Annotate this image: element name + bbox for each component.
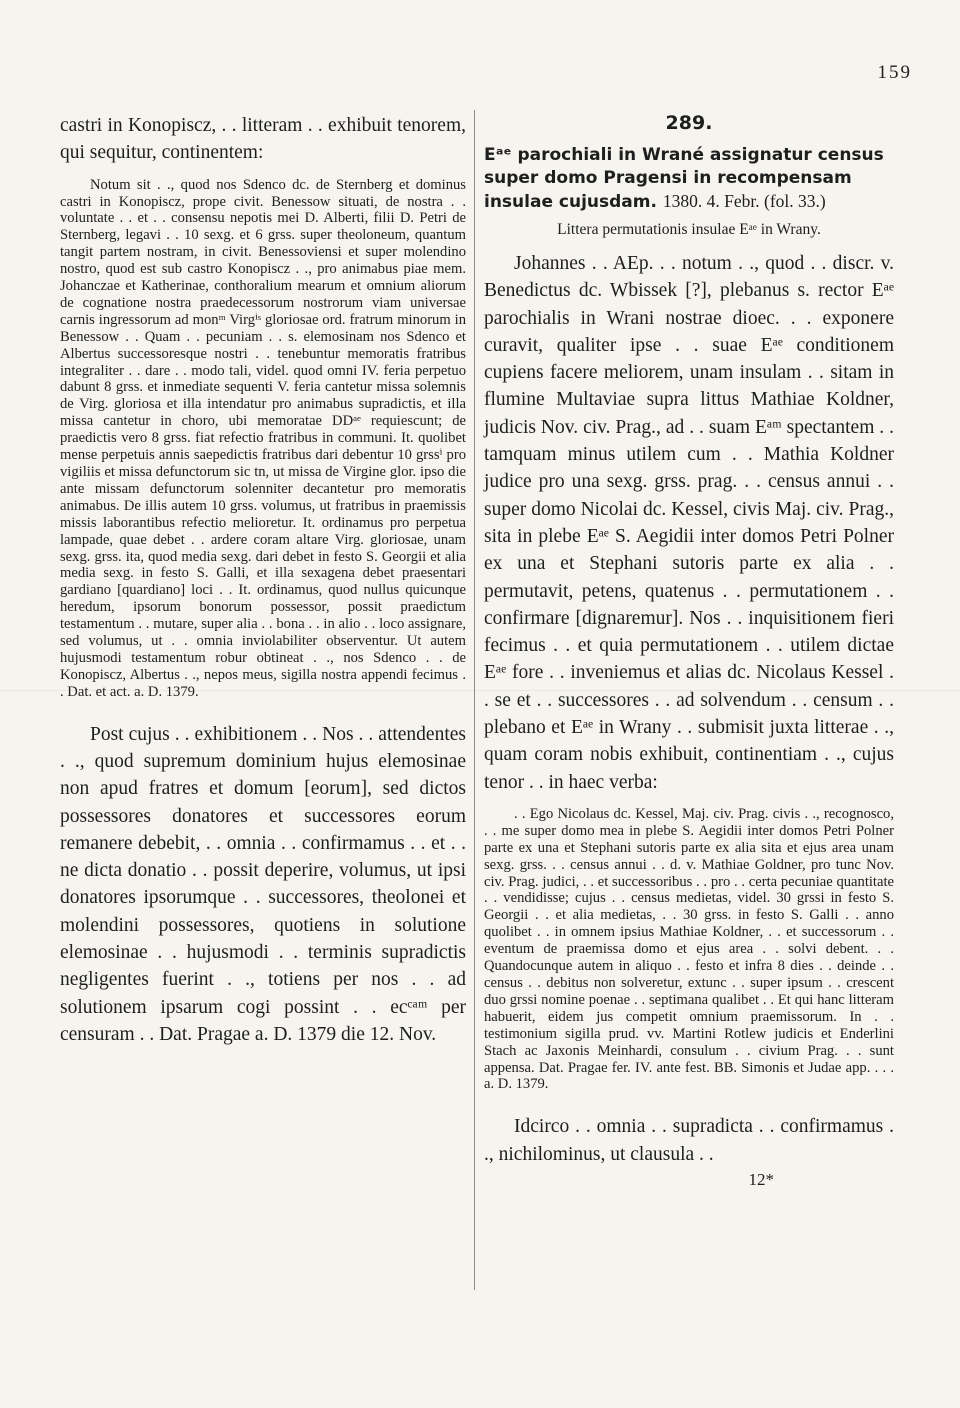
right-body-paragraph: Johannes . . AEp. . . notum . ., quod . . discr. v. Benedictus dc. Wbissek [?], plebanus s. rector Eᵃᵉ parochialis in Wrani nostrae dioec. . . exponere curavit, qualiter ipse . . suae Eᵃᵉ conditionem cupiens facere meliorem, unam insulam . . sitam in flumine Multaviae supra littus Mathiae Koldner, judicis Nov. civ. Prag., ad . . suam Eᵃᵐ spectantem . . tamquam minus utilem cum . . Mathia Koldner judice pro una sexg. grss. prag. . . census annui . . super domo Nicolai dc. Kessel, civis Maj. civ. Prag., sita in plebe Eᵃᵉ S. Aegidii inter domos Petri Polner ex una et Stephani sutoris parte ex alia . . permutavit, petens, quatenus . . permutationem . . confirmare [dignaremur]. Nos . . inquisitionem fieri fecimus . . et quia permutationem . . utilem dictae Eᵃᵉ fore . . inveniemus et alias dc. Nicolaus Kessel . . se et . . successores . . ad solvendum . . censum . . plebano et Eᵃᵉ in Wrany . . submisit juxta litterae . ., quam coram nobis exhibuit, continentiam . ., cujus tenor . . in haec verba: — [484, 253, 894, 793]
document-subtitle: Littera permutationis insulae Eᵃᵉ in Wrany. — [557, 221, 821, 238]
document-title-text: Eᵃᵉ parochiali in Wrané assignatur census super domo Pragensi in recompensam insulae cujusdam. — [484, 145, 884, 212]
document-title — [484, 144, 894, 214]
left-column — [60, 112, 466, 1048]
page-number: 159 — [877, 62, 912, 83]
signature-mark: 12* — [748, 1169, 774, 1189]
right-column — [484, 112, 894, 1190]
right-charter-text: . . Ego Nicolaus dc. Kessel, Maj. civ. Prag. civis . ., recognosco, . . me super domo mea in plebe S. Aegidii inter domos Petri Polner parte ex una et Stephani sutoris parte ex alia sita et ejus area unam sexg. grss. . . census annui . . d. v. Mathiae Goldner, pro tunc Nov. civ. Prag. judici, . . et successoribus . . pro . . certa pecuniae quantitate . . vendidisse; cujus . . census medietas, videl. 30 grssi in festo S. Georgii . . et alia medietas, . . 30 grss. in festo S. Galli . . anno quolibet . . in omnem ipsius Mathiae Koldner, . . et successorum . . eventum de praemissa domo et ejus area . . solvi debent. . . Quandocunque autem in aliquo . . festo et infra 8 dies . . deinde . . census . . debitus non solveretur, extunc . . super ipsum . . crescent duo grssi nomine poenae . . septimana qualibet . . Et qui hanc litteram habuerit, eidem jus competit omnium praemissorum. In . . testimonium sigilla prud. vv. Martini Rotlew judicis et Enderlini Stach ac Jaxonis Meinhardi, consulum . . civium Prag. . . sunt appensa. Dat. Pragae fer. IV. ante fest. BB. Simonis et Judae app. . . . a. D. 1379. — [484, 805, 894, 1093]
left-intro-paragraph: castri in Konopiscz, . . litteram . . exhibuit tenorem, qui sequitur, continentem: — [60, 115, 466, 164]
document-number: 289. — [665, 112, 713, 134]
left-closing-paragraph: Post cujus . . exhibitionem . . Nos . . attendentes . ., quod supremum dominium hujus elemosinae non apud fratres et domum [eorum], sed dictos possessores donatores et successores eorum remanere debebit, . . omnia . . confirmamus . . et . . ne dicta donatio . . possit deperire, volumus, ut ipsi donatores ipsorumque . . successores, theolonei et molendini possessores, quotiens in solutione elemosinae . . hujusmodi . . terminis supradictis negligentes fuerint . ., totiens per nos . . ad solutionem ipsarum cogi possint . . ecᶜᵃᵐ per censuram . . Dat. Pragae a. D. 1379 die 12. Nov. — [60, 723, 466, 1045]
right-closing-paragraph: Idcirco . . omnia . . supradicta . . confirmamus . ., nichilominus, ut clausula . . — [484, 1116, 894, 1165]
left-charter-text: Notum sit . ., quod nos Sdenco dc. de Sternberg et dominus castri in Konopiscz, prope civit. Benessow situati, de nostra . . voluntate . . et . . consensu nepotis mei D. Alberti, filii D. Petri de Sternberg, legavi . . 10 sexg. et 6 grss. super theoloneum, quantum tangit partem nostram, in civit. Benessoviensi et super molendino nostro, quod est sub castro Konopiscz . ., pro animabus piae mem. Johanczae et Katherinae, conthoralium mearum et omnium aliorum de cognatione nostra praedecessorum nostrorum viam universae carnis ingressorum ad monᵐ Virgⁱˢ gloriosae ord. fratrum minorum in Benessow . . Quam . . pecuniam . . s. elemosinam nos Sdenco et Albertus successoresque nostri . . tenebuntur memoratis fratribus integraliter . . dare . . modo tali, videl. quod omni IV. feria perpetuo dabunt 8 grss. et inmediate sequenti V. feria cantetur missa solemnis de Virg. gloriosa et illa intendatur pro animabus supradictis, et illa missa cantetur in choro, ubi memoratae DDᵃᵉ requiescunt; de praedictis vero 8 grss. fiat refectio fratribus in communi. It. quolibet mense perpetuis annis saepedictis fratribus dari debentur 10 grssⁱ pro vigiliis et missa defunctorum sic tn, ut missa de Virgine glor. ipso die ante missam defunctorum solenniter decantetur pro memoratis animabus. De illis autem 10 grss. volumus, ut fratribus in praemissis missis laborantibus refectio melioretur. It. ordinamus pro perpetua lampade, quae debet . . ardere coram altare Virg. gloriosae, unam sexg. grss. ita, quod media sexg. dari debet in festo S. Georgii et alia media sexg. in festo S. Galli, et illa sexagena debet praesentari gardiano [quardiano] loci . . It. ordinamus, quod nullus quicunque heredum, ipsorum bonorum possessor, possit praedictum testamentum . . mutare, super alia . . bona . . in alio . . loco assignare, sed volumus, ut . . omnia inviolabiliter observentur. Ut autem hujusmodi testamentum robur obtineat . ., nos Sdenco . . de Konopiscz, Albertus . ., nepos meus, sigilla nostra appendi fecimus . . Dat. et act. a. D. 1379. — [60, 176, 466, 700]
column-divider — [474, 110, 475, 1290]
document-date: 1380. 4. Febr. (fol. 33.) — [662, 191, 826, 211]
